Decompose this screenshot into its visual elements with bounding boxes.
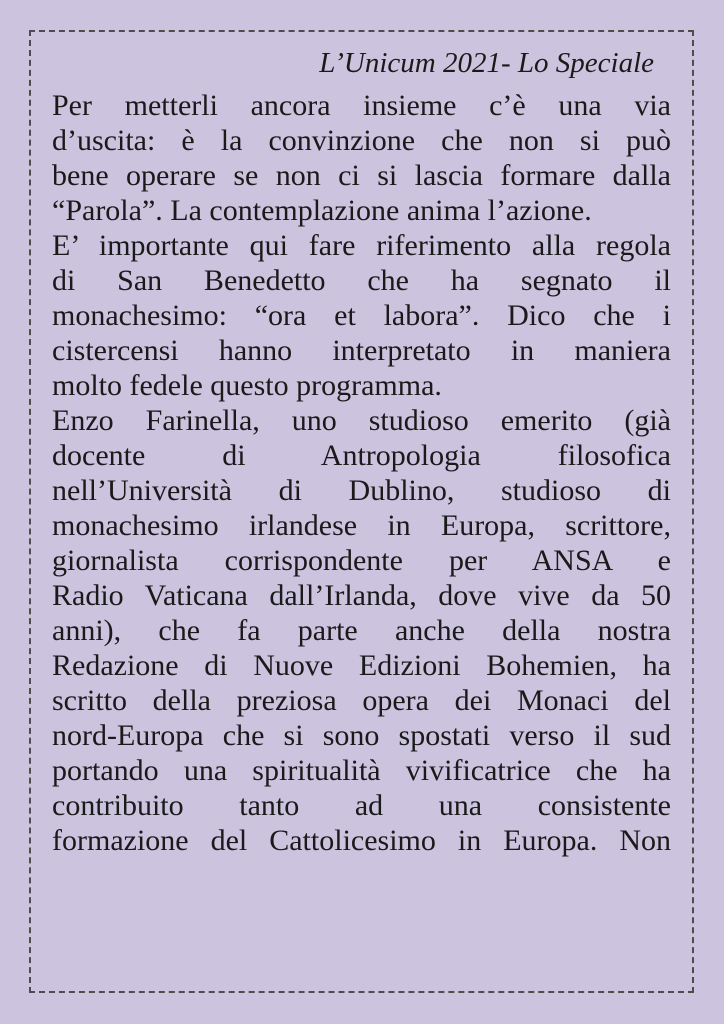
running-header: L’Unicum 2021- Lo Speciale [319,47,654,79]
text-line: contribuito tanto ad una consistente [52,789,671,822]
text-line: d’uscita: è la convinzione che non si può [52,124,671,157]
text-line: Redazione di Nuove Edizioni Bohemien, ha [52,649,671,682]
text-line: docente di Antropologia filosofica [52,439,671,472]
paragraph [52,228,671,403]
text-line: di San Benedetto che ha segnato il [52,264,671,297]
text-line: scritto della preziosa opera dei Monaci del [52,684,671,717]
text-line: “Parola”. La contemplazione anima l’azione. [52,194,592,227]
text-line: molto fedele questo programma. [52,369,442,402]
text-line: monachesimo irlandese in Europa, scrittore, [52,509,671,542]
paragraph [52,88,671,228]
text-line: nell’Università di Dublino, studioso di [52,474,671,507]
text-line: giornalista corrispondente per ANSA e [52,544,671,577]
text-line: monachesimo: “ora et labora”. Dico che i [52,299,671,332]
text-line: portando una spiritualità vivificatrice che ha [52,754,671,787]
text-line: anni), che fa parte anche della nostra [52,614,671,647]
text-line: formazione del Cattolicesimo in Europa. Non [52,824,671,857]
text-line: Enzo Farinella, uno studioso emerito (già [52,404,671,437]
text-line: cistercensi hanno interpretato in maniera [52,334,671,367]
text-line: Per metterli ancora insieme c’è una via [52,89,671,122]
text-line: bene operare se non ci si lascia formare dalla [52,159,671,192]
text-line: E’ importante qui fare riferimento alla regola [52,229,671,262]
article-body [52,88,671,858]
text-line: Radio Vaticana dall’Irlanda, dove vive da 50 [52,579,671,612]
text-line: nord-Europa che si sono spostati verso il sud [52,719,671,752]
paragraph [52,403,671,858]
